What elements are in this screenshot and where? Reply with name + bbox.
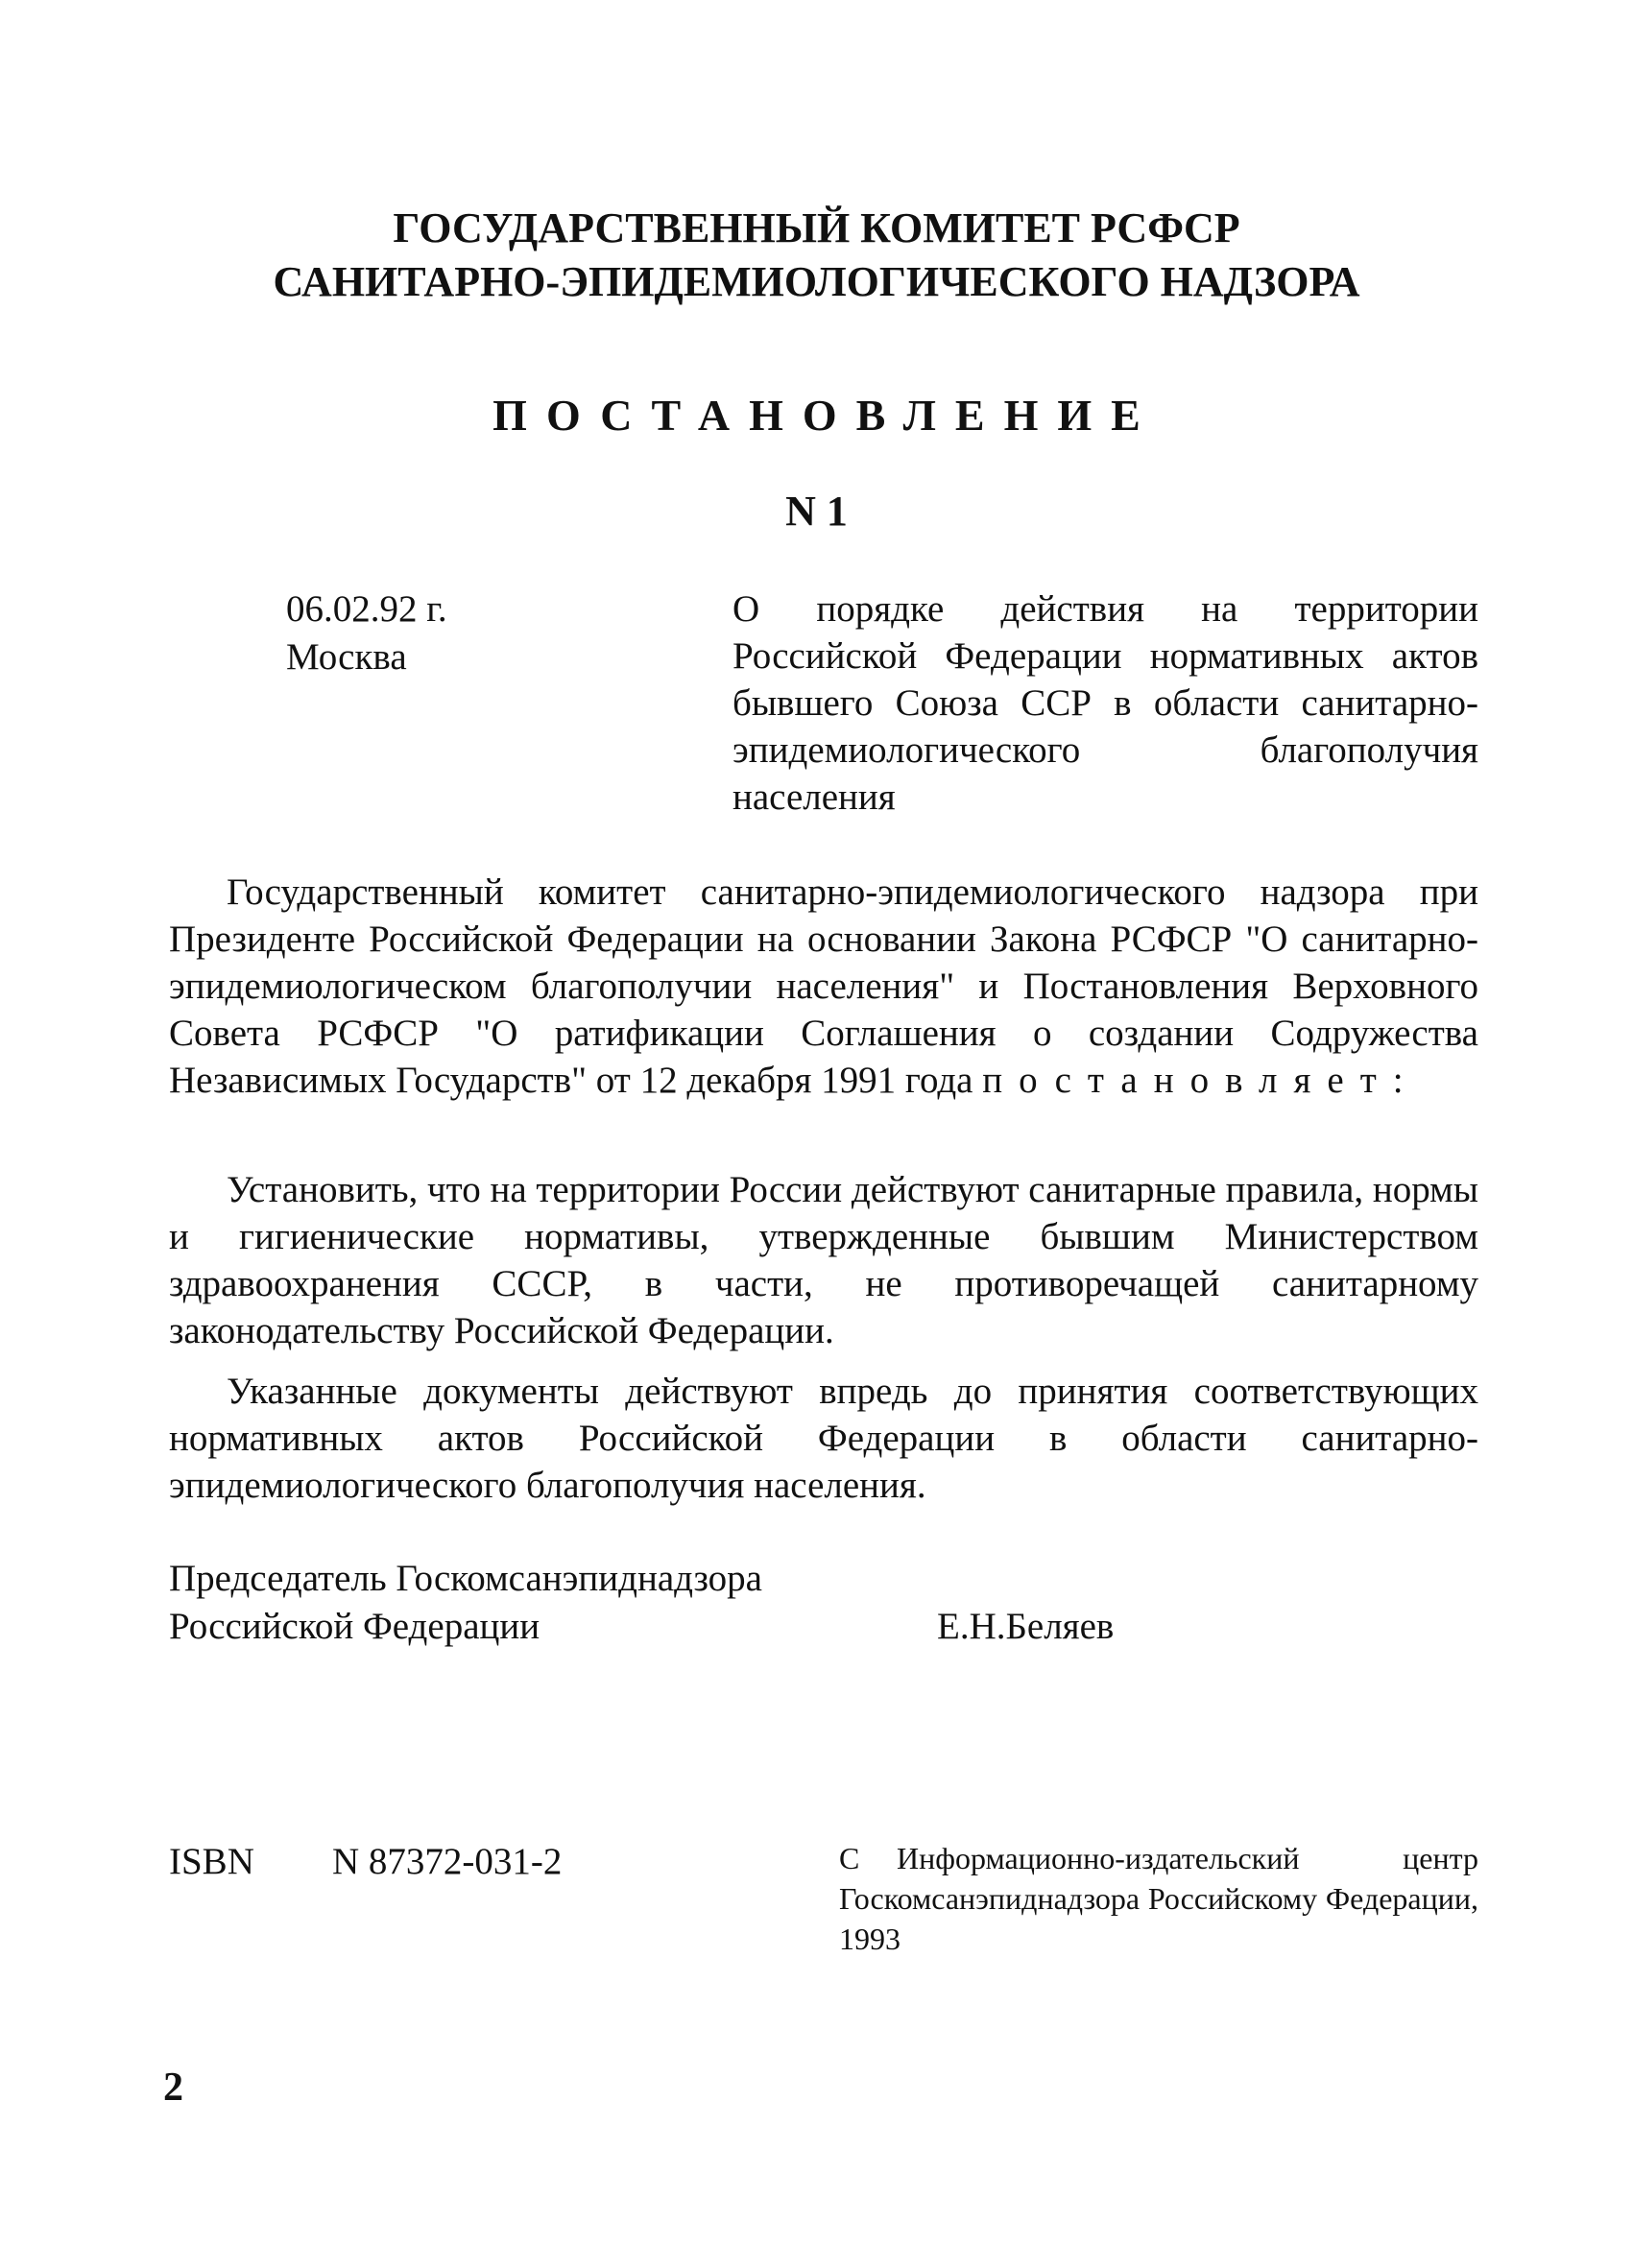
document-number: N 1 — [785, 488, 848, 535]
date-place-block — [286, 585, 447, 681]
copyright-mark: С — [839, 1841, 860, 1875]
committee-heading — [0, 202, 1633, 309]
document-date: 06.02.92 г. — [286, 588, 447, 630]
signature-block — [169, 1555, 1478, 1651]
copyright-text: Информационно-издательский центр Госкомсанэпиднадзора Российскому Федерации, 1993 — [839, 1841, 1478, 1956]
resolves-word: постановляет: — [982, 1060, 1420, 1101]
preamble-text: Государственный комитет санитарно-эпидемиологического надзора при Президенте Российской Федерации на основании Закона РСФСР "О санитарно-эпидемиологическом благополучии населения" и Постановления Верховного Совета РСФСР "О ратификации Соглашения о создании Содружества Независимых Государств" от 12 декабря 1991 года — [169, 871, 1478, 1101]
page-number: 2 — [163, 2065, 183, 2110]
copyright-notice — [839, 1838, 1478, 1959]
resolution-paragraph-2: Указанные документы действуют впредь до принятия соответствующих нормативных актов Российской Федерации в области санитарно-эпидемиологического благополучия населения. — [169, 1371, 1478, 1506]
committee-name-line-1: ГОСУДАРСТВЕННЫЙ КОМИТЕТ РСФСР — [393, 204, 1240, 251]
preamble-paragraph — [169, 869, 1478, 1104]
signatory-position-line-2: Российской Федерации — [169, 1606, 540, 1647]
resolution-paragraph-1: Установить, что на территории России действуют санитарные правила, нормы и гигиенические нормативы, утвержденные бывшим Министерством здравоохранения СССР, в части, не противоречащей санитарному законодательству Российской Федерации. — [169, 1169, 1479, 1351]
isbn-line — [169, 1838, 562, 1886]
signatory-position-line-1: Председатель Госкомсанэпиднадзора — [169, 1558, 762, 1599]
document-subject: О порядке действия на территории Российской Федерации нормативных актов бывшего Союза ССР в области санитарно-эпидемиологического благополучия населения — [732, 588, 1478, 818]
document-type-title: ПОСТАНОВЛЕНИЕ — [492, 391, 1160, 440]
committee-name-line-2: САНИТАРНО-ЭПИДЕМИОЛОГИЧЕСКОГО НАДЗОРА — [273, 258, 1360, 305]
isbn-label: ISBN — [169, 1841, 254, 1882]
signatory-name: Е.Н.Беляев — [937, 1606, 1115, 1647]
document-city: Москва — [286, 636, 407, 678]
isbn-value: N 87372-031-2 — [332, 1841, 563, 1882]
